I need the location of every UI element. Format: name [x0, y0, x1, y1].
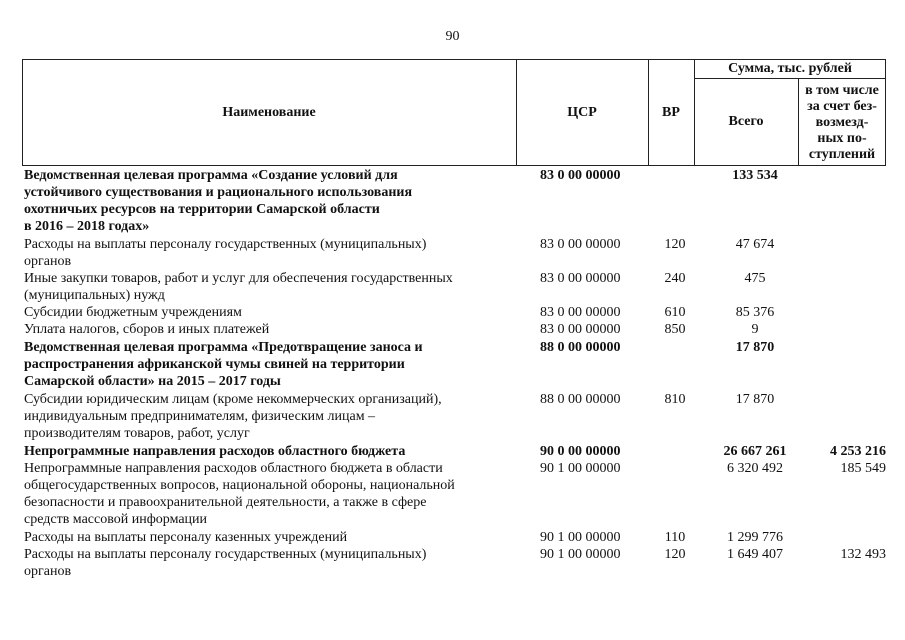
row-total: 6 320 492	[727, 461, 783, 476]
row-name	[24, 270, 504, 304]
row-free: 4 253 216	[830, 444, 886, 459]
header-free-line: в том числе	[805, 82, 879, 98]
row-name	[24, 460, 504, 528]
row-vr: 240	[664, 271, 686, 286]
row-total: 133 534	[732, 168, 778, 183]
row-name-line: Ведомственная целевая программа «Предотвращение заноса и	[24, 340, 423, 355]
header-sum-group: Сумма, тыс. рублей	[728, 61, 852, 76]
row-name-line: Субсидии юридическим лицам (кроме некоммерческих организаций),	[24, 392, 442, 407]
row-name-line: (муниципальных) нужд	[24, 288, 165, 303]
row-vr: 810	[664, 392, 686, 407]
row-csr: 90 1 00 00000	[540, 547, 621, 562]
row-csr: 88 0 00 00000	[540, 340, 621, 355]
row-name-line: индивидуальным предпринимателям, физическим лицам –	[24, 409, 376, 424]
row-total: 9	[751, 322, 759, 337]
row-name-line: устойчивого существования и рационального использования	[24, 185, 413, 200]
row-name	[24, 321, 504, 338]
row-csr: 83 0 00 00000	[540, 168, 621, 183]
row-name-line: органов	[24, 254, 72, 269]
row-total: 85 376	[735, 305, 775, 320]
row-name-line: производителям товаров, работ, услуг	[24, 426, 250, 441]
row-name-line: Непрограммные направления расходов областного бюджета	[24, 444, 406, 459]
row-name-line: безопасности и правоохранительной деятельности, а также в сфере	[24, 495, 427, 510]
row-name-line: средств массовой информации	[24, 512, 208, 527]
row-name-line: Расходы на выплаты персоналу казенных учреждений	[24, 530, 348, 545]
row-name	[24, 529, 504, 546]
header-vr: ВР	[662, 104, 680, 120]
row-name	[24, 167, 504, 235]
row-free: 132 493	[840, 547, 886, 562]
header-name: Наименование	[222, 104, 316, 120]
row-csr: 83 0 00 00000	[540, 322, 621, 337]
row-name	[24, 546, 504, 580]
row-total: 47 674	[735, 237, 775, 252]
row-free: 185 549	[840, 461, 886, 476]
row-csr: 90 1 00 00000	[540, 461, 621, 476]
row-name-line: Ведомственная целевая программа «Создание условий для	[24, 168, 398, 183]
row-total: 26 667 261	[723, 444, 787, 459]
row-name	[24, 391, 504, 442]
row-name	[24, 236, 504, 270]
row-name-line: Самарской области» на 2015 – 2017 годы	[24, 374, 281, 389]
header-total: Всего	[728, 114, 764, 129]
row-name-line: Субсидии бюджетным учреждениям	[24, 305, 242, 320]
row-csr: 90 0 00 00000	[540, 444, 621, 459]
row-csr: 88 0 00 00000	[540, 392, 621, 407]
row-total: 17 870	[735, 392, 775, 407]
header-free-line: возмезд-	[815, 114, 869, 130]
row-name	[24, 304, 504, 321]
header-free-line: ных по-	[817, 130, 867, 146]
table-header	[22, 59, 886, 166]
row-name-line: общегосударственных вопросов, национальной обороны, национальной	[24, 478, 455, 493]
row-name-line: Иные закупки товаров, работ и услуг для обеспечения государственных	[24, 271, 453, 286]
row-vr: 110	[664, 530, 686, 545]
row-name	[24, 339, 504, 390]
row-csr: 83 0 00 00000	[540, 271, 621, 286]
row-vr: 850	[664, 322, 686, 337]
row-name-line: Непрограммные направления расходов областного бюджета в области	[24, 461, 443, 476]
row-name-line: Уплата налогов, сборов и иных платежей	[24, 322, 270, 337]
row-vr: 120	[664, 547, 686, 562]
row-name-line: Расходы на выплаты персоналу государственных (муниципальных)	[24, 237, 427, 252]
row-csr: 83 0 00 00000	[540, 237, 621, 252]
header-free-line: ступлений	[808, 146, 876, 162]
row-total: 17 870	[735, 340, 775, 355]
header-bottom-border	[22, 165, 886, 166]
header-csr: ЦСР	[567, 104, 597, 120]
row-name	[24, 443, 504, 460]
row-name-line: распространения африканской чумы свиней на территории	[24, 357, 405, 372]
page-number: 90	[445, 29, 460, 44]
row-name-line: в 2016 – 2018 годах»	[24, 219, 150, 234]
row-total: 1 299 776	[727, 530, 783, 545]
row-csr: 90 1 00 00000	[540, 530, 621, 545]
header-free	[798, 80, 886, 165]
row-vr: 610	[664, 305, 686, 320]
row-name-line: охотничьих ресурсов на территории Самарской области	[24, 202, 380, 217]
row-total: 1 649 407	[727, 547, 783, 562]
row-name-line: органов	[24, 564, 72, 579]
row-total: 475	[744, 271, 766, 286]
row-vr: 120	[664, 237, 686, 252]
row-csr: 83 0 00 00000	[540, 305, 621, 320]
header-free-line: за счет без-	[807, 98, 877, 114]
row-name-line: Расходы на выплаты персоналу государственных (муниципальных)	[24, 547, 427, 562]
